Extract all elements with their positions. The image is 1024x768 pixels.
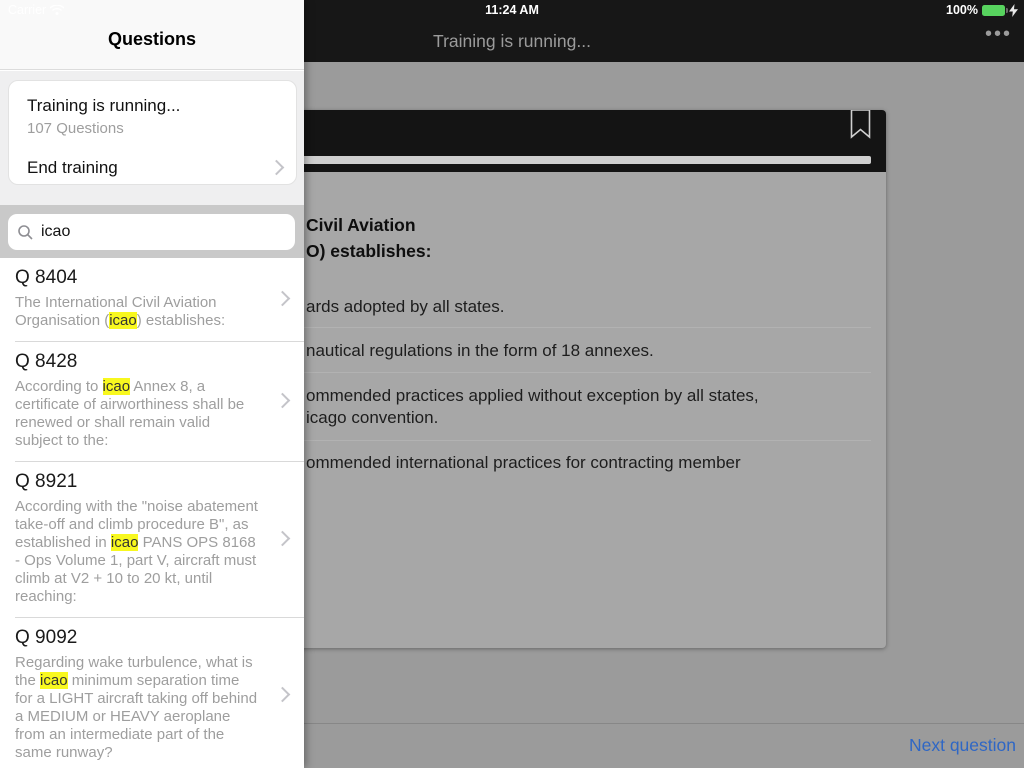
sidebar-title: Questions — [107, 29, 196, 49]
search-field[interactable] — [8, 214, 295, 250]
search-icon — [18, 225, 33, 240]
carrier-label: Carrier — [8, 3, 47, 17]
question-text — [306, 212, 431, 264]
answer-option[interactable]: ommended practices applied without exception by all states, icago convention. — [306, 386, 759, 427]
status-time: 11:24 AM — [485, 3, 539, 17]
answer-option[interactable]: ards adopted by all states. — [306, 297, 505, 316]
end-training-button[interactable]: End training — [27, 158, 118, 177]
battery-status — [946, 2, 1018, 18]
bookmark-icon[interactable] — [850, 110, 871, 139]
search-input[interactable] — [41, 223, 295, 241]
battery-icon — [982, 5, 1005, 16]
question-id: Q 8921 — [15, 471, 78, 492]
question-list-item[interactable] — [0, 618, 304, 768]
battery-percent-label: 100% — [946, 3, 978, 17]
question-preview: According to icao Annex 8, a certificate of airworthiness shall be renewed or shall remain valid subject to the: — [15, 378, 245, 449]
question-list-item[interactable] — [0, 342, 304, 462]
more-menu-button[interactable]: ••• — [984, 23, 1012, 45]
question-id: Q 8404 — [15, 267, 78, 288]
question-text-line: Civil Aviation — [306, 215, 416, 235]
question-id: Q 8428 — [15, 351, 78, 372]
question-list-item[interactable] — [0, 462, 304, 618]
question-text-line: O) establishes: — [306, 241, 432, 261]
chevron-right-icon — [275, 291, 291, 307]
nav-title: Training is running... — [433, 31, 591, 51]
search-bar-section — [0, 205, 304, 258]
chevron-right-icon — [275, 393, 291, 409]
charging-bolt-icon — [1009, 4, 1018, 17]
chevron-right-icon — [275, 531, 291, 547]
wifi-icon — [50, 5, 64, 15]
sidebar-header — [0, 0, 304, 70]
questions-sidebar — [0, 0, 304, 768]
answer-option[interactable]: ommended international practices for contracting member — [306, 453, 741, 472]
question-preview: According with the "noise abatement take-off and climb procedure B", as established in icao PANS OPS 8168 - Ops Volume 1, part V, aircraft must climb at V2 + 10 to 20 kt, until reaching: — [15, 498, 258, 605]
training-status-label: Training is running... — [27, 96, 181, 115]
question-preview: The International Civil Aviation Organisation (icao) establishes: — [15, 294, 226, 329]
question-count-label: 107 Questions — [27, 120, 124, 137]
question-id: Q 9092 — [15, 627, 78, 648]
carrier-status — [8, 3, 64, 17]
chevron-right-icon — [275, 687, 291, 703]
training-status-section — [0, 71, 304, 205]
next-question-button[interactable]: Next question — [908, 735, 1016, 755]
question-list-item[interactable] — [0, 258, 304, 342]
answer-option[interactable]: nautical regulations in the form of 18 annexes. — [306, 341, 654, 360]
question-results-list — [0, 258, 304, 768]
question-preview: Regarding wake turbulence, what is the icao minimum separation time for a LIGHT aircraft taking off behind a MEDIUM or HEAVY aeroplane from an intermediate part of the same runway? — [15, 654, 258, 761]
training-status-card — [8, 80, 297, 185]
